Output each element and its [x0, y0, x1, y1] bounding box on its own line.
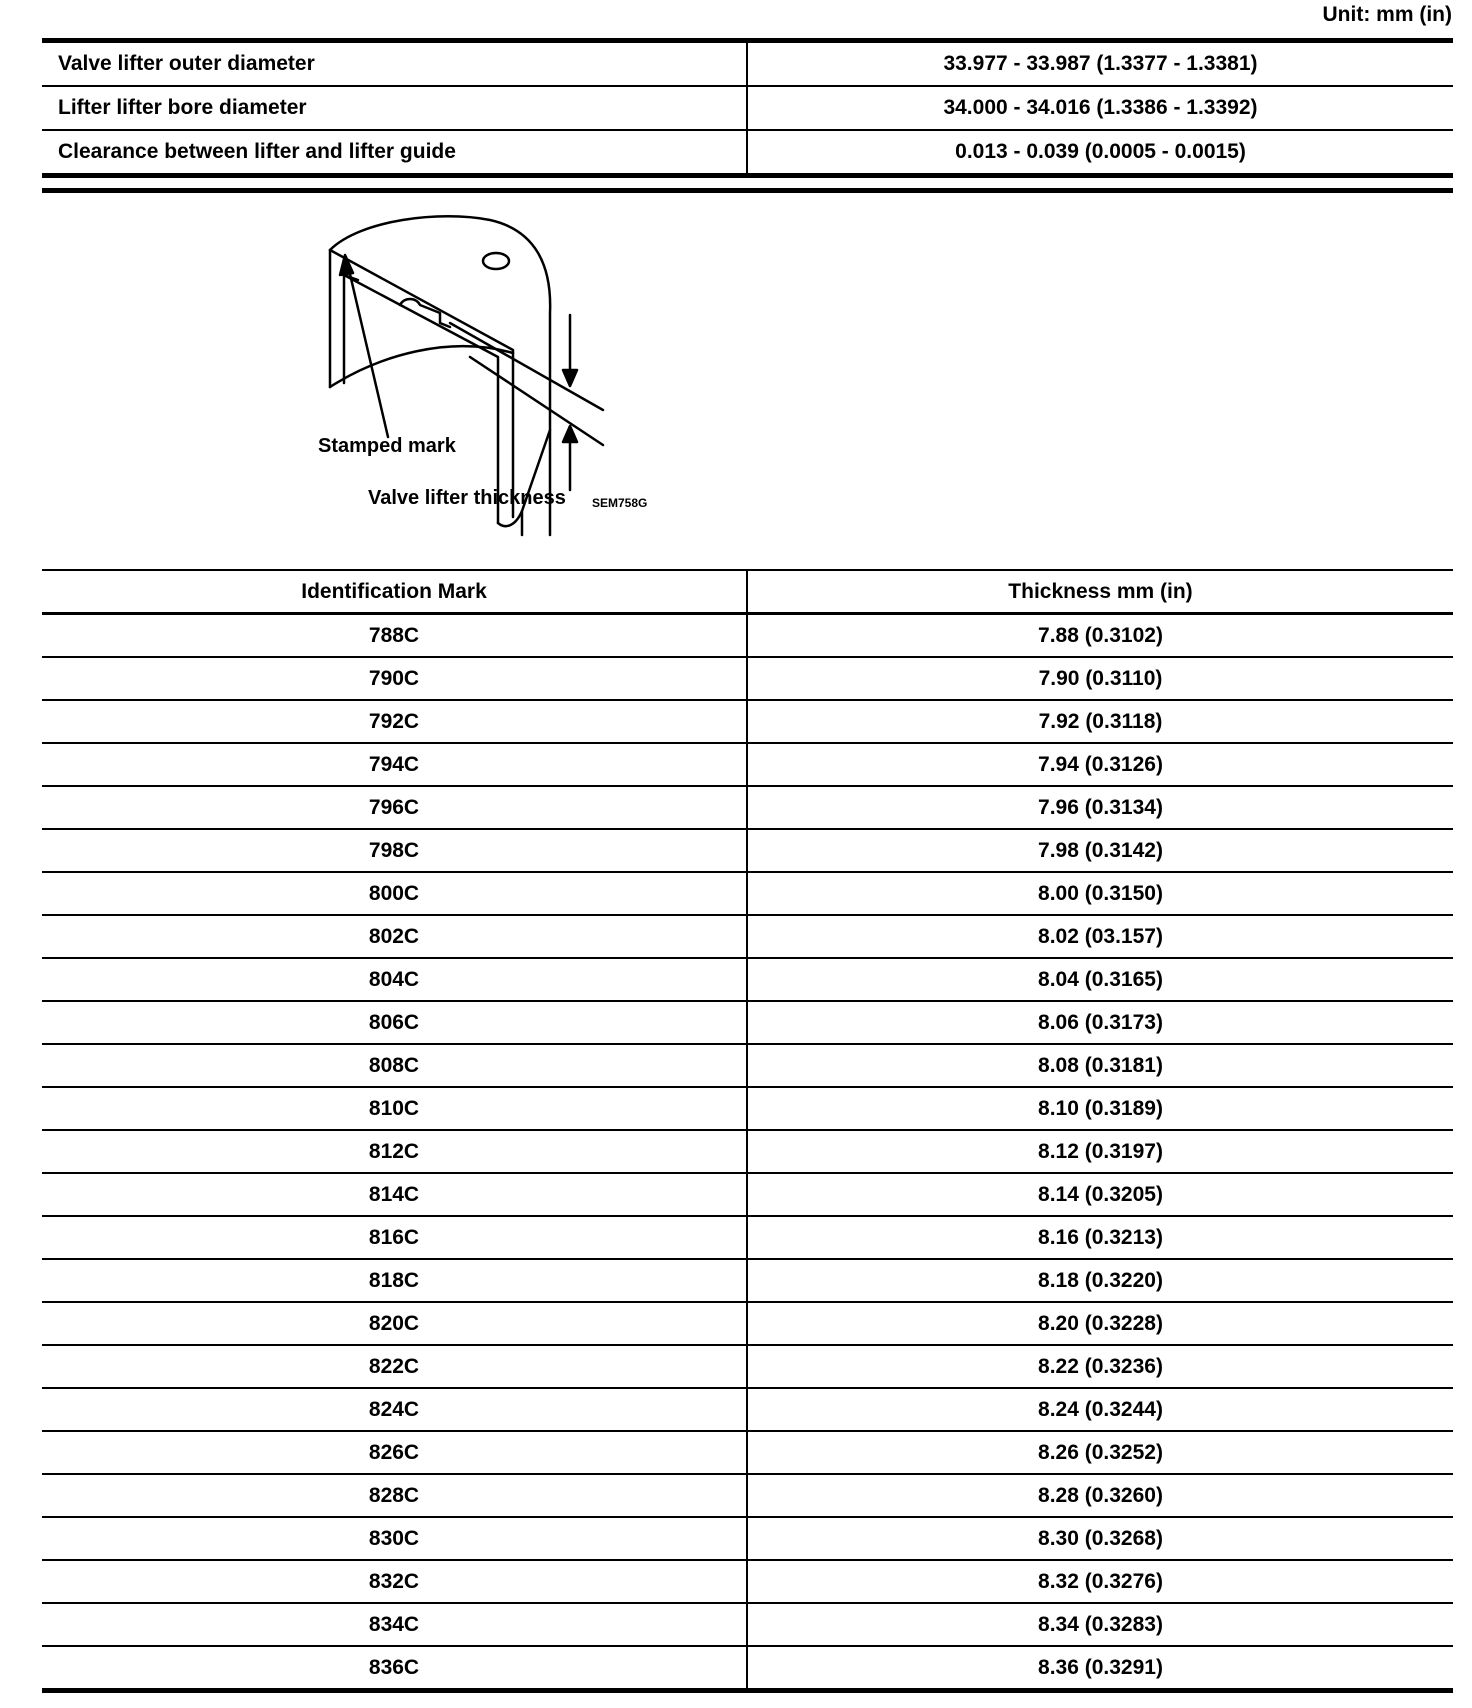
mark-cell: 826C — [42, 1432, 748, 1473]
table-row — [42, 1559, 1453, 1602]
mark-cell: 788C — [42, 615, 748, 656]
thickness-cell: 8.24 (0.3244) — [1038, 1398, 1163, 1421]
thickness-cell: 7.88 (0.3102) — [1038, 624, 1163, 647]
thickness-cell: 8.08 (0.3181) — [1038, 1054, 1163, 1077]
table-row — [42, 656, 1453, 699]
mark-cell: 802C — [42, 916, 748, 957]
thickness-cell: 7.94 (0.3126) — [1038, 753, 1163, 776]
thickness-cell: 8.12 (0.3197) — [1038, 1140, 1163, 1163]
table-row — [42, 1215, 1453, 1258]
table-row — [42, 828, 1453, 871]
mark-cell: 810C — [42, 1088, 748, 1129]
mark-cell: 794C — [42, 744, 748, 785]
table-row — [42, 1645, 1453, 1688]
spec-value: 0.013 - 0.039 (0.0005 - 0.0015) — [955, 140, 1246, 163]
table-row — [42, 1172, 1453, 1215]
table-row — [42, 1043, 1453, 1086]
mark-cell: 796C — [42, 787, 748, 828]
table-header-row — [42, 571, 1453, 613]
thickness-cell: 8.04 (0.3165) — [1038, 968, 1163, 991]
spec-table — [42, 38, 1453, 178]
mark-cell: 822C — [42, 1346, 748, 1387]
table-row — [42, 742, 1453, 785]
thickness-cell: 8.10 (0.3189) — [1038, 1097, 1163, 1120]
header-thickness: Thickness mm (in) — [1008, 580, 1193, 603]
table-row — [42, 1000, 1453, 1043]
mark-cell: 834C — [42, 1604, 748, 1645]
table-row — [42, 1602, 1453, 1645]
thickness-cell: 8.14 (0.3205) — [1038, 1183, 1163, 1206]
valve-lifter-diagram — [300, 205, 740, 565]
spec-value: 33.977 - 33.987 (1.3377 - 1.3381) — [943, 52, 1258, 75]
thickness-cell: 8.28 (0.3260) — [1038, 1484, 1163, 1507]
table-row — [42, 1258, 1453, 1301]
valve-lifter-figure — [300, 205, 740, 565]
mark-cell: 808C — [42, 1045, 748, 1086]
thickness-cell: 8.34 (0.3283) — [1038, 1613, 1163, 1636]
table-row — [42, 1129, 1453, 1172]
valve-lifter-thickness-label: Valve lifter thickness — [368, 487, 566, 509]
thickness-cell: 8.20 (0.3228) — [1038, 1312, 1163, 1335]
thickness-cell: 8.02 (03.157) — [1038, 925, 1163, 948]
mark-cell: 814C — [42, 1174, 748, 1215]
spec-row — [42, 43, 1453, 85]
header-identification-mark: Identification Mark — [42, 571, 748, 612]
table-row — [42, 1387, 1453, 1430]
mark-cell: 818C — [42, 1260, 748, 1301]
spec-value: 34.000 - 34.016 (1.3386 - 1.3392) — [943, 96, 1258, 119]
mark-cell: 832C — [42, 1561, 748, 1602]
mark-cell: 828C — [42, 1475, 748, 1516]
mark-cell: 790C — [42, 658, 748, 699]
mark-cell: 798C — [42, 830, 748, 871]
table-row — [42, 957, 1453, 1000]
table-row — [42, 1301, 1453, 1344]
mark-cell: 812C — [42, 1131, 748, 1172]
mark-cell: 806C — [42, 1002, 748, 1043]
table-row — [42, 699, 1453, 742]
mark-cell: 816C — [42, 1217, 748, 1258]
spec-label: Valve lifter outer diameter — [42, 43, 748, 85]
unit-label: Unit: mm (in) — [1322, 3, 1452, 26]
table-row — [42, 1344, 1453, 1387]
thickness-cell: 8.32 (0.3276) — [1038, 1570, 1163, 1593]
spec-row — [42, 85, 1453, 129]
thickness-cell: 8.30 (0.3268) — [1038, 1527, 1163, 1550]
thickness-cell: 8.18 (0.3220) — [1038, 1269, 1163, 1292]
mark-cell: 836C — [42, 1647, 748, 1688]
table-row — [42, 1516, 1453, 1559]
thickness-cell: 7.92 (0.3118) — [1038, 710, 1163, 733]
mark-cell: 804C — [42, 959, 748, 1000]
mark-cell: 830C — [42, 1518, 748, 1559]
table-row — [42, 1086, 1453, 1129]
thickness-cell: 7.90 (0.3110) — [1038, 667, 1163, 690]
figure-code: SEM758G — [592, 496, 648, 510]
thickness-cell: 8.06 (0.3173) — [1038, 1011, 1163, 1034]
mark-cell: 824C — [42, 1389, 748, 1430]
thickness-cell: 8.22 (0.3236) — [1038, 1355, 1163, 1378]
spec-label: Clearance between lifter and lifter guide — [42, 131, 748, 173]
stamped-mark-label: Stamped mark — [318, 435, 456, 457]
table-row — [42, 871, 1453, 914]
table-row — [42, 1473, 1453, 1516]
thickness-cell: 7.96 (0.3134) — [1038, 796, 1163, 819]
table-row — [42, 613, 1453, 656]
thickness-cell: 8.16 (0.3213) — [1038, 1226, 1163, 1249]
spec-row — [42, 129, 1453, 173]
table-row — [42, 914, 1453, 957]
mark-cell: 792C — [42, 701, 748, 742]
table-row — [42, 785, 1453, 828]
mark-cell: 800C — [42, 873, 748, 914]
section-divider — [42, 188, 1453, 193]
spec-label: Lifter lifter bore diameter — [42, 87, 748, 129]
identification-table — [42, 569, 1453, 1693]
thickness-cell: 8.26 (0.3252) — [1038, 1441, 1163, 1464]
thickness-cell: 8.36 (0.3291) — [1038, 1656, 1163, 1679]
mark-cell: 820C — [42, 1303, 748, 1344]
thickness-cell: 8.00 (0.3150) — [1038, 882, 1163, 905]
table-row — [42, 1430, 1453, 1473]
thickness-cell: 7.98 (0.3142) — [1038, 839, 1163, 862]
